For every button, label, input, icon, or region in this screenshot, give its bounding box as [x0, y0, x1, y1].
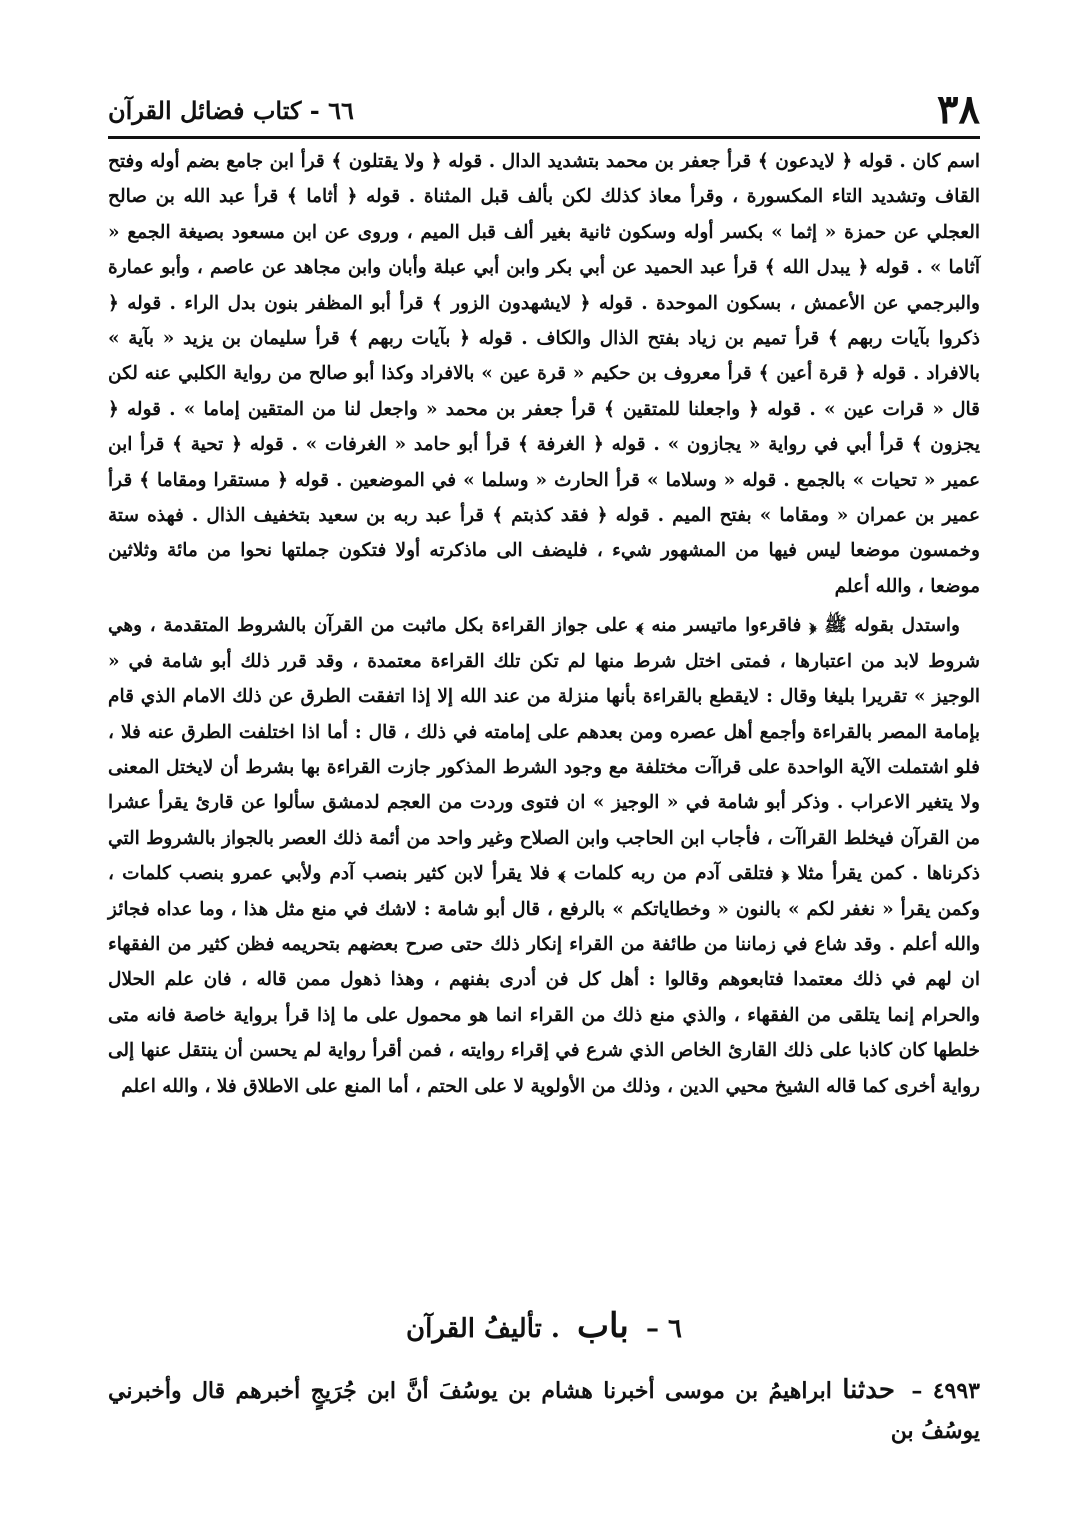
- chapter-number: ٦: [668, 1314, 682, 1344]
- hadith-number: ٤٩٩٣ –: [911, 1378, 980, 1404]
- hadith-opening: حدثنا: [842, 1375, 895, 1405]
- page-number: ٣٨: [937, 86, 980, 133]
- header-divider: [108, 136, 980, 139]
- running-head: ٦٦ - كتاب فضائل القرآن: [108, 95, 354, 125]
- chapter-title: . تأليفُ القرآن: [406, 1314, 560, 1344]
- commentary-paragraph: اسم كان . قوله ﴿ لايدعون ﴾ قرأ جعفر بن محمد بتشديد الدال . قوله ﴿ ولا يقتلون ﴾ قرأ ابن جامع بضم أوله وفتح القاف وتشديد التاء المكسورة ، وقرأ معاذ كذلك لكن بألف قبل المثناة . قوله ﴿ أثاما ﴾ قرأ عبد الله بن صالح العجلي عن حمزة « إثما » بكسر أوله وسكون ثانية بغير ألف قبل الميم ، وروى عن ابن مسعود بصيغة الجمع « آثاما » . قوله ﴿ يبدل الله ﴾ قرأ عبد الحميد عن أبي بكر وابن أبي عبلة وأبان وابن مجاهد عن عاصم ، وأبو عمارة والبرجمي عن الأعمش ، بسكون الموحدة . قوله ﴿ لايشهدون الزور ﴾ قرأ أبو المظفر بنون بدل الراء . قوله ﴿ ذكروا بآيات ربهم ﴾ قرأ تميم بن زياد بفتح الذال والكاف . قوله ﴿ بآيات ربهم ﴾ قرأ سليمان بن يزيد « بآية » بالافراد . قوله ﴿ قرة أعين ﴾ قرأ معروف بن حكيم « قرة عين » بالافراد وكذا أبو صالح من رواية الكلبي عنه لكن قال « قرات عين » . قوله ﴿ واجعلنا للمتقين ﴾ قرأ جعفر بن محمد « واجعل لنا من المتقين إماما » . قوله ﴿ يجزون ﴾ قرأ أبي في رواية « يجازون » . قوله ﴿ الغرفة ﴾ قرأ أبو حامد « الغرفات » . قوله ﴿ تحية ﴾ قرأ ابن عمير « تحيات » بالجمع . قوله « وسلاما » قرأ الحارث « وسلما » في الموضعين . قوله ﴿ مستقرا ومقاما ﴾ قرأ عمير بن عمران « ومقاما » بفتح الميم . قوله ﴿ فقد كذبتم ﴾ قرأ عبد ربه بن سعيد بتخفيف الذال . فهذه ستة وخمسون موضعا ليس فيها من المشهور شيء ، فليضف الى ماذكرته أولا فتكون جملتها نحوا من مائة وثلاثين موضعا ، والله أعلم: [108, 151, 980, 597]
- page-header: [108, 84, 980, 136]
- commentary-paragraph: واستدل بقوله ﷺ ﴿ فاقرءوا ماتيسر منه ﴾ على جواز القراءة بكل ماثبت من القرآن بالشروط المتقدمة ، وهي شروط لابد من اعتبارها ، فمتى اختل شرط منها لم تكن تلك القراءة معتمدة ، وقد قرر ذلك أبو شامة في « الوجيز » تقريرا بليغا وقال : لايقطع بالقراءة بأنها منزلة من عند الله إلا إذا اتفقت الطرق عن ذلك الامام الذي قام بإمامة المصر بالقراءة وأجمع أهل عصره ومن بعدهم على إمامته في ذلك ، قال : أما اذا اختلفت الطرق عنه فلا ، فلو اشتملت الآية الواحدة على قراآت مختلفة مع وجود الشرط المذكور جازت القراءة بها بشرط أن لايختل المعنى ولا يتغير الاعراب . وذكر أبو شامة في « الوجيز » ان فتوى وردت من العجم لدمشق سألوا عن قارئ يقرأ عشرا من القرآن فيخلط القراآت ، فأجاب ابن الحاجب وابن الصلاح وغير واحد من أئمة ذلك العصر بالجواز بالشروط التي ذكرناها . كمن يقرأ مثلا ﴿ فتلقى آدم من ربه كلمات ﴾ فلا يقرأ لابن كثير بنصب آدم ولأبي عمرو بنصب كلمات ، وكمن يقرأ « نغفر لكم » بالنون « وخطاياتكم » بالرفع ، قال أبو شامة : لاشك في منع مثل هذا ، وما عداه فجائز والله أعلم . وقد شاع في زماننا من طائفة من القراء إنكار ذلك حتى صرح بعضهم بتحريمه فظن كثير من الفقهاء ان لهم في ذلك معتمدا فتابعوهم وقالوا : أهل كل فن أدرى بفنهم ، وهذا ذهول ممن قاله ، فان علم الحلال والحرام إنما يتلقى من الفقهاء ، والذي منع ذلك من القراء انما هو محمول على ما إذا قرأ برواية خاصة فانه متى خلطها كان كاذبا على ذلك القارئ الخاص الذي شرع في إقراء روايته ، فمن أقرأ رواية لم يحسن أن ينتقل عنها إلى رواية أخرى كما قاله الشيخ محيي الدين ، وذلك من الأولوية لا على الحتم ، أما المنع على الاطلاق فلا ، والله اعلم: [108, 615, 980, 1097]
- chapter-heading: [108, 1306, 980, 1346]
- hadith-text: [108, 1370, 980, 1451]
- hadith-chain: ابراهيمُ بن موسى أخبرنا هشام بن يوسُفَ أنَّ ابن جُرَيجٍ أخبرهم قال وأخبرني يوسُفُ بن: [108, 1378, 980, 1444]
- commentary-text: [108, 144, 980, 1104]
- chapter-dash: –: [645, 1314, 659, 1344]
- chapter-label: باب: [577, 1306, 629, 1346]
